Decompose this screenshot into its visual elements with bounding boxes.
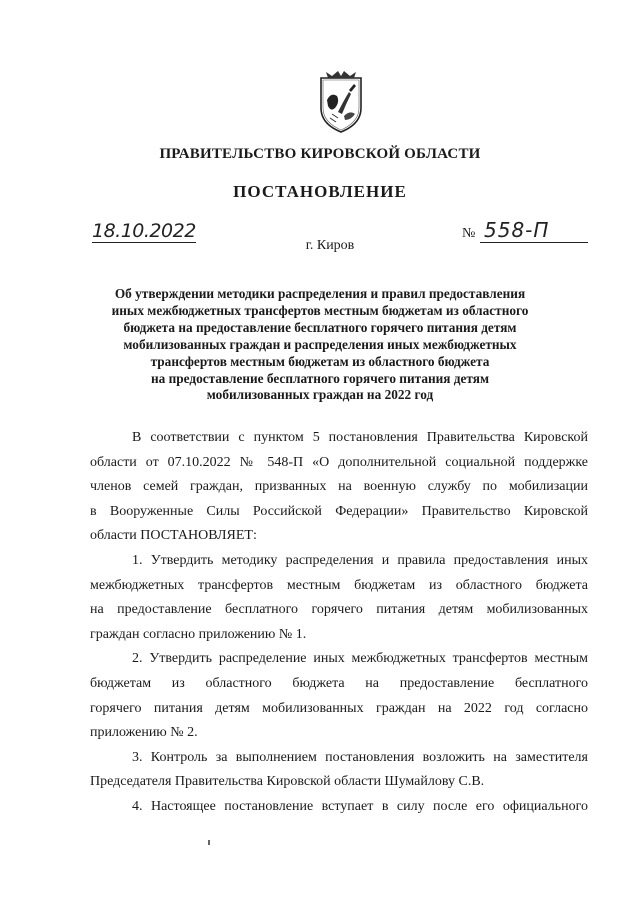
scan-mark bbox=[208, 840, 210, 845]
body-line: межбюджетных трансфертов местным бюджетам из областного бюджета bbox=[90, 577, 588, 593]
document-body bbox=[90, 426, 588, 820]
body-line: бюджетам из областного бюджета на предоставление бесплатного bbox=[90, 675, 588, 691]
document-title bbox=[100, 286, 540, 404]
body-line: в Вооруженные Силы Российской Федерации» Правительство Кировской bbox=[90, 503, 588, 519]
title-line: бюджета на предоставление бесплатного горячего питания детям bbox=[123, 319, 517, 335]
body-line: В соответствии с пунктом 5 постановления Правительства Кировской bbox=[132, 430, 588, 445]
document-date: 18.10.2022 bbox=[92, 220, 196, 242]
body-line: 2. Утвердить распределение иных межбюджетных трансфертов местным bbox=[132, 651, 588, 667]
title-line: мобилизованных граждан на 2022 год bbox=[206, 387, 434, 403]
title-line: трансфертов местным бюджетам из областного бюджета bbox=[150, 353, 490, 369]
body-line: на предоставление бесплатного горячего питания детям мобилизованных bbox=[90, 602, 588, 618]
body-line: приложению № 2. bbox=[90, 725, 198, 741]
body-line: горячего питания детям мобилизованных граждан на 2022 год согласно bbox=[90, 700, 588, 716]
title-line: мобилизованных граждан и распределения иных межбюджетных bbox=[123, 336, 517, 352]
number-sign: № bbox=[462, 226, 476, 241]
city-name: г. Киров bbox=[305, 238, 355, 253]
document-type-heading: ПОСТАНОВЛЕНИЕ bbox=[233, 182, 407, 201]
body-line: 3. Контроль за выполнением постановления возложить на заместителя bbox=[132, 749, 588, 765]
body-line: членов семей граждан, призванных на военную службу по мобилизации bbox=[90, 479, 588, 495]
coat-of-arms-icon bbox=[318, 70, 364, 134]
title-line: на предоставление бесплатного горячего питания детям bbox=[150, 370, 490, 386]
body-line: области от 07.10.2022 № 548-П «О дополнительной социальной поддержке bbox=[90, 454, 588, 470]
body-line: 4. Настоящее постановление вступает в силу после его официального bbox=[132, 798, 588, 814]
body-line: области ПОСТАНОВЛЯЕТ: bbox=[90, 528, 257, 544]
body-line: граждан согласно приложению № 1. bbox=[90, 626, 307, 642]
body-line: 1. Утвердить методику распределения и правила предоставления иных bbox=[132, 552, 588, 568]
document-number: 558-П bbox=[480, 218, 588, 243]
title-line: Об утверждении методики распределения и правил предоставления bbox=[114, 286, 526, 301]
body-line: Председателя Правительства Кировской области Шумайлову С.В. bbox=[90, 774, 485, 790]
title-line: иных межбюджетных трансфертов местным бюджетам из областного bbox=[111, 302, 529, 318]
government-name: ПРАВИТЕЛЬСТВО КИРОВСКОЙ ОБЛАСТИ bbox=[159, 146, 481, 162]
